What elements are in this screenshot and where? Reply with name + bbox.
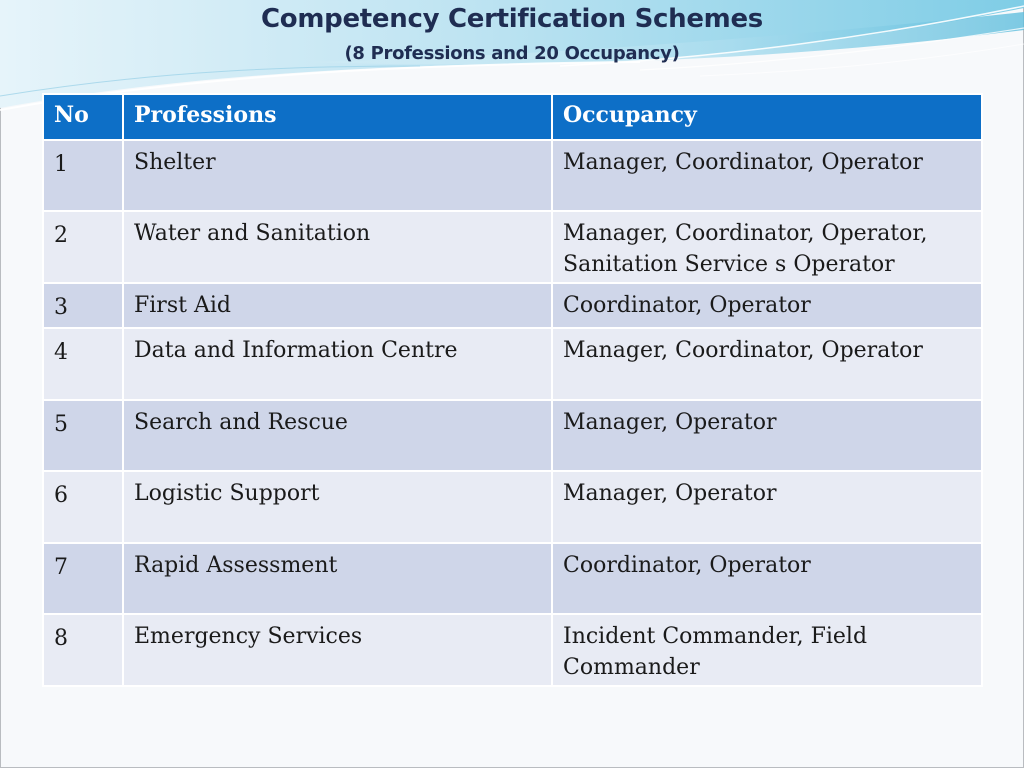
occupancy-cell: Manager, Coordinator, Operator, Sanitation Service s Operator — [552, 211, 982, 283]
row-number: 7 — [43, 543, 123, 614]
table-row — [43, 283, 982, 328]
table-row — [43, 140, 982, 211]
occupancy-cell: Manager, Coordinator, Operator — [552, 140, 982, 211]
profession-cell: Shelter — [123, 140, 552, 211]
occupancy-cell: Manager, Operator — [552, 400, 982, 471]
table-row — [43, 543, 982, 614]
row-number: 8 — [43, 614, 123, 686]
occupancy-cell: Manager, Operator — [552, 471, 982, 543]
row-number: 2 — [43, 211, 123, 283]
table-row — [43, 328, 982, 400]
row-number: 5 — [43, 400, 123, 471]
table-header-row — [43, 94, 982, 140]
table-row — [43, 400, 982, 471]
occupancy-cell: Coordinator, Operator — [552, 543, 982, 614]
occupancy-cell: Coordinator, Operator — [552, 283, 982, 328]
profession-cell: Logistic Support — [123, 471, 552, 543]
profession-cell: Rapid Assessment — [123, 543, 552, 614]
column-header-occupancy: Occupancy — [552, 94, 982, 140]
slide-title: Competency Certification Schemes — [261, 4, 763, 34]
row-number: 3 — [43, 283, 123, 328]
profession-cell: Emergency Services — [123, 614, 552, 686]
profession-cell: Data and Information Centre — [123, 328, 552, 400]
table-row — [43, 211, 982, 283]
profession-cell: Search and Rescue — [123, 400, 552, 471]
row-number: 4 — [43, 328, 123, 400]
occupancy-cell: Incident Commander, Field Commander — [552, 614, 982, 686]
column-header-professions: Professions — [123, 94, 552, 140]
slide-subtitle: (8 Professions and 20 Occupancy) — [344, 43, 680, 64]
certification-table — [42, 93, 983, 687]
table-row — [43, 471, 982, 543]
occupancy-cell: Manager, Coordinator, Operator — [552, 328, 982, 400]
row-number: 6 — [43, 471, 123, 543]
table-row — [43, 614, 982, 686]
profession-cell: First Aid — [123, 283, 552, 328]
profession-cell: Water and Sanitation — [123, 211, 552, 283]
row-number: 1 — [43, 140, 123, 211]
column-header-no: No — [43, 94, 123, 140]
